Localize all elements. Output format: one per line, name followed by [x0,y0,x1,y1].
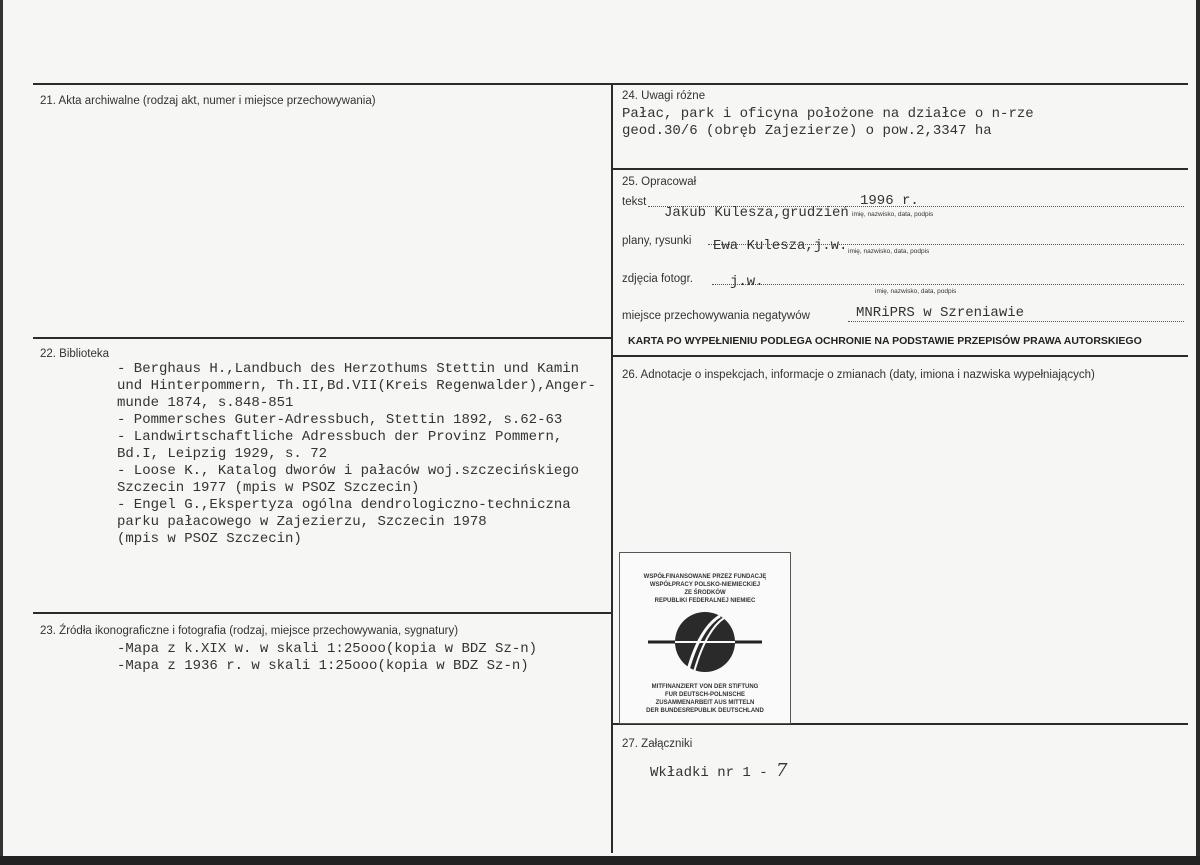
foundation-emblem-icon [620,608,790,676]
logo-text: WSPÓŁPRACY POLSKO-NIEMIECKIEJ [649,582,761,588]
logo-text: ZE ŚRODKÓW [684,590,726,596]
attachments-text: Wkładki nr 1 - [650,765,777,781]
bibliography-line: - Landwirtschaftliche Adressbuch der Provinz Pommern, [117,429,563,445]
iconography-line: -Mapa z 1936 r. w skali 1:25ooo(kopia w BDZ Sz-n) [117,658,529,674]
remarks-line: geod.30/6 (obręb Zajezierze) o pow.2,3347 ha [622,123,992,139]
tekst-value: Jakub Kulesza,grudzień [664,205,849,221]
divider-21-22 [33,337,611,339]
bibliography-line: Bd.I, Leipzig 1929, s. 72 [117,446,328,462]
tekst-date: 1996 r. [860,193,919,209]
section-26-label: 26. Adnotacje o inspekcjach, informacje o zmianach (daty, imiona i nazwiska wypełniających) [622,369,1095,381]
section-24-label: 24. Uwagi różne [622,90,706,102]
attachments-value [650,762,787,782]
section-22-label: 22. Biblioteka [40,348,110,360]
logo-text: ZUSAMMENARBEIT AUS MITTELN [655,700,755,706]
iconography-line: -Mapa z k.XIX w. w skali 1:25ooo(kopia w BDZ Sz-n) [117,641,538,657]
remarks-line: Pałac, park i oficyna położone na działce o n-rze [622,106,1034,122]
logo-text: REPUBLIKI FEDERALNEJ NIEMIEC [654,598,756,604]
bibliography-line: - Berghaus H.,Landbuch des Herzothums Stettin und Kamin [117,361,580,377]
tekst-hint: imię, nazwisko, data, podpis [852,211,934,218]
divider-24-25 [611,168,1188,170]
zdjecia-label: zdjęcia fotogr. [622,273,693,285]
section-27-label: 27. Załączniki [622,738,693,750]
scan-edge-left [0,0,3,865]
copyright-notice: KARTA PO WYPEŁNIENIU PODLEGA OCHRONIE NA PODSTAWIE PRZEPISÓW PRAWA AUTORSKIEGO [628,335,1142,347]
logo-text: FUR DEUTSCH-POLNISCHE [664,692,745,698]
divider-22-23 [33,612,611,614]
column-divider [611,83,613,853]
section-25-label: 25. Opracował [622,176,697,188]
scan-edge-right [1196,0,1200,865]
plany-label: plany, rysunki [622,235,692,247]
logo-text: DER BUNDESREPUBLIK DEUTSCHLAND [646,708,764,714]
plany-value: Ewa Kulesza,j.w. [713,238,848,254]
tekst-label: tekst [622,196,647,208]
divider-25-26 [611,355,1188,357]
bibliography-line: - Engel G.,Ekspertyza ogólna dendrologiczno-techniczna [117,497,571,513]
bibliography-line: Szczecin 1977 (mpis w PSOZ Szczecin) [117,480,420,496]
bibliography-line: - Loose K., Katalog dworów i pałaców woj.szczecińskiego [117,463,580,479]
plany-hint: imię, nazwisko, data, podpis [848,248,930,255]
section-21-label: 21. Akta archiwalne (rodzaj akt, numer i miejsce przechowywania) [40,95,376,107]
section-23-label: 23. Źródła ikonograficzne i fotografia (rodzaj, miejsce przechowywania, sygnatury) [40,625,459,637]
negatywy-value: MNRiPRS w Szreniawie [856,305,1025,321]
zdjecia-field-line [712,284,1184,285]
scan-edge-bottom [0,856,1200,865]
bibliography-line: und Hinterpommern, Th.II,Bd.VII(Kreis Regenwalder),Anger- [117,378,596,394]
bibliography-line: munde 1874, s.848-851 [117,395,294,411]
logo-text: WSPÓŁFINANSOWANE PRZEZ FUNDACJĘ [643,574,767,580]
logo-text: MITFINANZIERT VON DER STIFTUNG [651,684,759,690]
negatywy-label: miejsce przechowywania negatywów [622,310,810,322]
zdjecia-value: j.w. [730,274,764,290]
bibliography-line: (mpis w PSOZ Szczecin) [117,531,302,547]
zdjecia-hint: imię, nazwisko, data, podpis [875,288,957,295]
handwritten-number: 7 [776,760,788,781]
bibliography-line: parku pałacowego w Zajezierzu, Szczecin 1978 [117,514,487,530]
bibliography-line: - Pommersches Guter-Adressbuch, Stettin 1892, s.62-63 [117,412,563,428]
cofunding-logo [619,552,791,724]
